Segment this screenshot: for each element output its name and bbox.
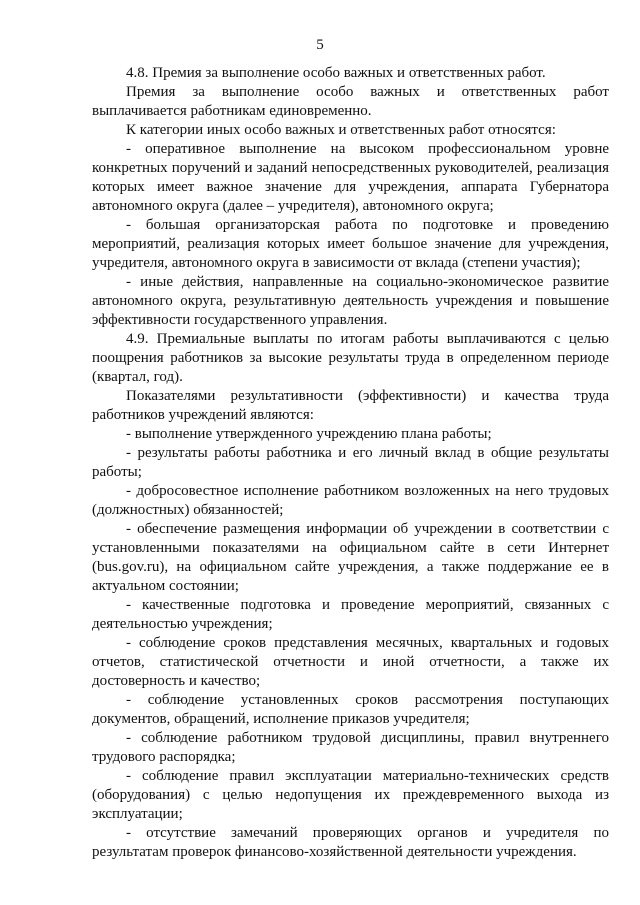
paragraph: Показателями результативности (эффективности) и качества труда работников учреждений являются: [92,388,609,423]
list-item: - соблюдение сроков представления месячных, квартальных и годовых отчетов, статистической отчетности и иной отчетности, а также их достоверность и качество; [92,635,609,689]
list-item: - иные действия, направленные на социально-экономическое развитие автономного округа, результативную деятельность учреждения и повышение эффективности государственного управления. [92,274,609,328]
section-heading-4-8: 4.8. Премия за выполнение особо важных и ответственных работ. [126,65,546,81]
paragraph: Премия за выполнение особо важных и ответственных работ выплачивается работникам единовременно. [92,84,609,119]
list-item: - оперативное выполнение на высоком профессиональном уровне конкретных поручений и заданий непосредственных руководителей, реализация которых имеет важное значение для учреждения, аппарата Губернатора автономного округа (далее – учредителя), автономного округа; [92,141,609,214]
list-item: - соблюдение правил эксплуатации материально-технических средств (оборудования) с целью недопущения их преждевременного выхода из эксплуатации; [92,768,609,822]
list-item: - соблюдение установленных сроков рассмотрения поступающих документов, обращений, исполнение приказов учредителя; [92,692,609,727]
list-item: - обеспечение размещения информации об учреждении в соответствии с установленными показателями на официальном сайте в сети Интернет (bus.gov.ru), на официальном сайте учреждения, а также поддержание ее в актуальном состоянии; [92,521,609,594]
document-body [92,64,609,862]
list-item: - добросовестное исполнение работником возложенных на него трудовых (должностных) обязанностей; [92,483,609,518]
section-paragraph-4-9: 4.9. Премиальные выплаты по итогам работы выплачиваются с целью поощрения работников за высокие результаты труда в определенном периоде (квартал, год). [92,331,609,385]
list-item: - соблюдение работником трудовой дисциплины, правил внутреннего трудового распорядка; [92,730,609,765]
list-item: - отсутствие замечаний проверяющих органов и учредителя по результатам проверок финансово-хозяйственной деятельности учреждения. [92,825,609,860]
list-item: - качественные подготовка и проведение мероприятий, связанных с деятельностью учреждения; [92,597,609,632]
list-item: - большая организаторская работа по подготовке и проведению мероприятий, реализация которых имеет большое значение для учреждения, учредителя, автономного округа в зависимости от вклада (степени участия); [92,217,609,271]
paragraph: К категории иных особо важных и ответственных работ относятся: [126,122,556,138]
page-number: 5 [316,37,324,53]
list-item: - выполнение утвержденного учреждению плана работы; [126,426,492,442]
list-item: - результаты работы работника и его личный вклад в общие результаты работы; [92,445,609,480]
